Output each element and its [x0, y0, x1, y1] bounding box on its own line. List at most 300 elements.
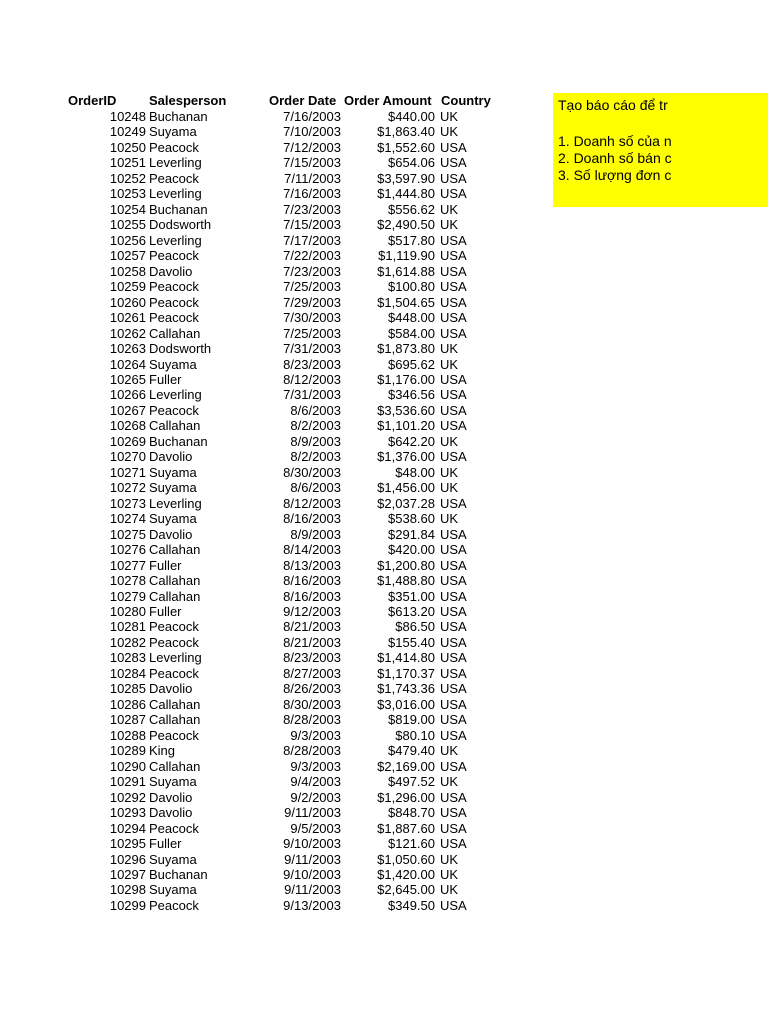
order-date-cell[interactable]: 8/23/2003 — [283, 356, 341, 372]
order-date-cell[interactable]: 8/30/2003 — [283, 464, 341, 480]
order-id-cell[interactable]: 10252 — [109, 170, 146, 186]
order-id-cell[interactable]: 10262 — [109, 325, 146, 341]
order-date-cell[interactable]: 8/9/2003 — [290, 433, 341, 449]
table-row — [0, 496, 540, 511]
table-row — [0, 573, 540, 588]
order-amount-cell[interactable]: $420.00 — [388, 542, 435, 558]
salesperson-cell[interactable]: Callahan — [149, 325, 201, 341]
order-amount-cell[interactable]: $517.80 — [388, 232, 435, 248]
salesperson-cell[interactable]: Fuller — [149, 836, 182, 852]
order-date-cell[interactable]: 8/2/2003 — [290, 418, 341, 434]
table-row — [0, 527, 540, 542]
table-row — [0, 124, 540, 139]
salesperson-cell[interactable]: Davolio — [149, 805, 193, 821]
table-row — [0, 341, 540, 356]
salesperson-cell[interactable]: Fuller — [149, 371, 182, 387]
salesperson-cell[interactable]: Buchanan — [149, 866, 208, 882]
salesperson-cell[interactable]: Suyama — [149, 356, 197, 372]
order-date-cell[interactable]: 7/10/2003 — [283, 124, 341, 140]
order-date-cell[interactable]: 7/31/2003 — [283, 387, 341, 403]
order-amount-cell[interactable]: $1,873.80 — [377, 341, 435, 357]
order-date-cell[interactable]: 9/12/2003 — [283, 604, 341, 619]
country-cell[interactable]: UK — [440, 774, 459, 790]
order-date-cell[interactable]: 9/10/2003 — [283, 866, 341, 882]
order-id-cell[interactable]: 10281 — [109, 619, 146, 635]
salesperson-cell[interactable]: Peacock — [149, 170, 199, 186]
order-date-cell[interactable]: 9/13/2003 — [283, 897, 341, 913]
order-date-cell[interactable]: 8/30/2003 — [283, 696, 341, 712]
order-id-cell[interactable]: 10260 — [109, 294, 146, 310]
country-cell[interactable]: USA — [440, 495, 467, 511]
country-cell[interactable]: USA — [440, 573, 467, 589]
order-id-cell[interactable]: 10268 — [109, 418, 146, 434]
country-cell[interactable]: USA — [440, 588, 467, 604]
salesperson-cell[interactable]: Callahan — [149, 758, 201, 774]
table-row — [0, 480, 540, 495]
order-amount-cell[interactable]: $1,743.36 — [377, 681, 435, 697]
salesperson-cell[interactable]: Fuller — [149, 604, 182, 619]
order-id-cell[interactable]: 10251 — [109, 155, 146, 171]
order-amount-cell[interactable]: $349.50 — [388, 897, 435, 913]
country-cell[interactable]: UK — [440, 201, 459, 217]
salesperson-cell[interactable]: King — [149, 743, 176, 759]
order-amount-cell[interactable]: $695.62 — [388, 356, 435, 372]
salesperson-cell[interactable]: Leverling — [149, 232, 202, 248]
country-cell[interactable]: USA — [440, 805, 467, 821]
order-amount-cell[interactable]: $291.84 — [388, 526, 435, 542]
order-date-cell[interactable]: 8/2/2003 — [290, 449, 341, 465]
order-id-cell[interactable]: 10277 — [109, 557, 146, 573]
order-id-cell[interactable]: 10269 — [109, 433, 146, 449]
order-id-cell[interactable]: 10278 — [109, 573, 146, 589]
order-id-cell[interactable]: 10254 — [109, 201, 146, 217]
order-date-cell[interactable]: 7/16/2003 — [283, 109, 341, 124]
order-date-cell[interactable]: 9/3/2003 — [290, 727, 341, 743]
order-amount-cell[interactable]: $100.80 — [388, 279, 435, 295]
salesperson-cell[interactable]: Leverling — [149, 650, 202, 666]
order-id-cell[interactable]: 10259 — [109, 279, 146, 295]
order-amount-cell[interactable]: $654.06 — [388, 155, 435, 171]
order-date-cell[interactable]: 9/10/2003 — [283, 836, 341, 852]
order-id-cell[interactable]: 10286 — [109, 696, 146, 712]
salesperson-cell[interactable]: Callahan — [149, 712, 201, 728]
country-cell[interactable]: USA — [440, 232, 467, 248]
salesperson-cell[interactable]: Dodsworth — [149, 341, 212, 357]
order-amount-cell[interactable]: $1,488.80 — [377, 573, 435, 589]
order-amount-cell[interactable]: $1,176.00 — [377, 371, 435, 387]
header-salesperson[interactable]: Salesperson — [149, 93, 227, 108]
order-amount-cell[interactable]: $346.56 — [388, 387, 435, 403]
order-amount-cell[interactable]: $2,037.28 — [377, 495, 435, 511]
salesperson-cell[interactable]: Peacock — [149, 897, 199, 913]
order-amount-cell[interactable]: $613.20 — [388, 604, 435, 619]
order-amount-cell[interactable]: $1,863.40 — [377, 124, 435, 140]
order-id-cell[interactable]: 10275 — [109, 526, 146, 542]
order-date-cell[interactable]: 9/3/2003 — [290, 758, 341, 774]
table-row — [0, 604, 540, 619]
country-cell[interactable]: USA — [440, 650, 467, 666]
order-amount-cell[interactable]: $642.20 — [388, 433, 435, 449]
order-amount-cell[interactable]: $584.00 — [388, 325, 435, 341]
country-cell[interactable]: USA — [440, 604, 467, 619]
country-cell[interactable]: USA — [440, 712, 467, 728]
salesperson-cell[interactable]: Suyama — [149, 774, 197, 790]
country-cell[interactable]: UK — [440, 480, 459, 496]
header-order-date[interactable]: Order Date — [269, 93, 337, 108]
order-date-cell[interactable]: 7/23/2003 — [283, 263, 341, 279]
table-row — [0, 558, 540, 573]
note-item: 3. Số lượng đơn c — [558, 167, 672, 183]
order-date-cell[interactable]: 8/27/2003 — [283, 665, 341, 681]
order-amount-cell[interactable]: $1,456.00 — [377, 480, 435, 496]
order-amount-cell[interactable]: $1,296.00 — [377, 789, 435, 805]
order-id-cell[interactable]: 10292 — [109, 789, 146, 805]
order-id-cell[interactable]: 10267 — [109, 402, 146, 418]
instruction-note[interactable] — [553, 93, 768, 207]
country-cell[interactable]: USA — [440, 836, 467, 852]
country-cell[interactable]: USA — [440, 897, 467, 913]
table-row — [0, 650, 540, 665]
salesperson-cell[interactable]: Callahan — [149, 588, 201, 604]
order-amount-cell[interactable]: $351.00 — [388, 588, 435, 604]
table-row — [0, 666, 540, 681]
order-amount-cell[interactable]: $819.00 — [388, 712, 435, 728]
order-id-cell[interactable]: 10299 — [109, 897, 146, 913]
country-cell[interactable]: USA — [440, 557, 467, 573]
salesperson-cell[interactable]: Peacock — [149, 820, 199, 836]
salesperson-cell[interactable]: Peacock — [149, 727, 199, 743]
country-cell[interactable]: UK — [440, 217, 459, 233]
country-cell[interactable]: UK — [440, 109, 459, 124]
country-cell[interactable]: USA — [440, 139, 467, 155]
table-row — [0, 295, 540, 310]
order-id-cell[interactable]: 10279 — [109, 588, 146, 604]
salesperson-cell[interactable]: Davolio — [149, 681, 193, 697]
order-id-cell[interactable]: 10288 — [109, 727, 146, 743]
order-amount-cell[interactable]: $2,490.50 — [377, 217, 435, 233]
order-date-cell[interactable]: 8/26/2003 — [283, 681, 341, 697]
table-row — [0, 202, 540, 217]
order-amount-cell[interactable]: $1,200.80 — [377, 557, 435, 573]
order-id-cell[interactable]: 10289 — [109, 743, 146, 759]
order-amount-cell[interactable]: $1,504.65 — [377, 294, 435, 310]
order-amount-cell[interactable]: $497.52 — [388, 774, 435, 790]
country-cell[interactable]: USA — [440, 681, 467, 697]
order-date-cell[interactable]: 8/13/2003 — [283, 557, 341, 573]
salesperson-cell[interactable]: Leverling — [149, 155, 202, 171]
order-date-cell[interactable]: 7/25/2003 — [283, 325, 341, 341]
country-cell[interactable]: USA — [440, 727, 467, 743]
order-id-cell[interactable]: 10280 — [109, 604, 146, 619]
country-cell[interactable]: USA — [440, 789, 467, 805]
country-cell[interactable]: USA — [440, 310, 467, 326]
order-id-cell[interactable]: 10250 — [109, 139, 146, 155]
order-amount-cell[interactable]: $3,016.00 — [377, 696, 435, 712]
order-amount-cell[interactable]: $2,169.00 — [377, 758, 435, 774]
order-id-cell[interactable]: 10261 — [109, 310, 146, 326]
order-date-cell[interactable]: 7/15/2003 — [283, 217, 341, 233]
order-id-cell[interactable]: 10296 — [109, 851, 146, 867]
header-order-amount[interactable]: Order Amount — [344, 93, 432, 108]
order-id-cell[interactable]: 10257 — [109, 248, 146, 264]
order-id-cell[interactable]: 10265 — [109, 371, 146, 387]
order-id-cell[interactable]: 10282 — [109, 634, 146, 650]
table-row — [0, 264, 540, 279]
header-order-id[interactable]: OrderID — [68, 93, 117, 108]
order-id-cell[interactable]: 10295 — [109, 836, 146, 852]
country-cell[interactable]: UK — [440, 356, 459, 372]
country-cell[interactable]: UK — [440, 851, 459, 867]
order-amount-cell[interactable]: $2,645.00 — [377, 882, 435, 898]
order-amount-cell[interactable]: $80.10 — [395, 727, 435, 743]
order-id-cell[interactable]: 10284 — [109, 665, 146, 681]
order-date-cell[interactable]: 8/16/2003 — [283, 588, 341, 604]
order-date-cell[interactable]: 8/6/2003 — [290, 480, 341, 496]
order-date-cell[interactable]: 8/28/2003 — [283, 743, 341, 759]
salesperson-cell[interactable]: Dodsworth — [149, 217, 212, 233]
table-row — [0, 728, 540, 743]
salesperson-cell[interactable]: Leverling — [149, 495, 202, 511]
order-amount-cell[interactable]: $86.50 — [395, 619, 435, 635]
order-id-cell[interactable]: 10248 — [109, 109, 146, 124]
country-cell[interactable]: USA — [440, 155, 467, 171]
order-id-cell[interactable]: 10274 — [109, 511, 146, 527]
salesperson-cell[interactable]: Buchanan — [149, 109, 208, 124]
table-row — [0, 743, 540, 758]
order-id-cell[interactable]: 10297 — [109, 866, 146, 882]
table-row — [0, 217, 540, 232]
country-cell[interactable]: USA — [440, 634, 467, 650]
order-id-cell[interactable]: 10285 — [109, 681, 146, 697]
order-id-cell[interactable]: 10264 — [109, 356, 146, 372]
country-cell[interactable]: USA — [440, 696, 467, 712]
salesperson-cell[interactable]: Peacock — [149, 279, 199, 295]
order-date-cell[interactable]: 7/11/2003 — [284, 170, 341, 186]
order-id-cell[interactable]: 10266 — [109, 387, 146, 403]
order-id-cell[interactable]: 10273 — [109, 495, 146, 511]
salesperson-cell[interactable]: Peacock — [149, 634, 199, 650]
salesperson-cell[interactable]: Suyama — [149, 851, 197, 867]
order-date-cell[interactable]: 7/16/2003 — [283, 186, 341, 202]
salesperson-cell[interactable]: Suyama — [149, 124, 197, 140]
salesperson-cell[interactable]: Suyama — [149, 882, 197, 898]
salesperson-cell[interactable]: Peacock — [149, 248, 199, 264]
order-id-cell[interactable]: 10256 — [109, 232, 146, 248]
country-cell[interactable]: USA — [440, 758, 467, 774]
order-date-cell[interactable]: 8/16/2003 — [283, 511, 341, 527]
country-cell[interactable]: USA — [440, 526, 467, 542]
salesperson-cell[interactable]: Leverling — [149, 387, 202, 403]
salesperson-cell[interactable]: Callahan — [149, 573, 201, 589]
order-amount-cell[interactable]: $1,887.60 — [377, 820, 435, 836]
table-row — [0, 140, 540, 155]
order-id-cell[interactable]: 10276 — [109, 542, 146, 558]
salesperson-cell[interactable]: Davolio — [149, 263, 193, 279]
order-amount-cell[interactable]: $848.70 — [388, 805, 435, 821]
country-cell[interactable]: USA — [440, 402, 467, 418]
country-cell[interactable]: USA — [440, 665, 467, 681]
salesperson-cell[interactable]: Suyama — [149, 480, 197, 496]
order-date-cell[interactable]: 9/11/2003 — [284, 882, 341, 898]
order-amount-cell[interactable]: $1,552.60 — [377, 139, 435, 155]
table-row — [0, 465, 540, 480]
order-amount-cell[interactable]: $440.00 — [388, 109, 435, 124]
table-row — [0, 712, 540, 727]
salesperson-cell[interactable]: Buchanan — [149, 201, 208, 217]
order-amount-cell[interactable]: $556.62 — [388, 201, 435, 217]
country-cell[interactable]: UK — [440, 882, 459, 898]
order-date-cell[interactable]: 7/23/2003 — [283, 201, 341, 217]
salesperson-cell[interactable]: Buchanan — [149, 433, 208, 449]
order-amount-cell[interactable]: $1,119.90 — [378, 248, 435, 264]
country-cell[interactable]: USA — [440, 371, 467, 387]
country-cell[interactable]: USA — [440, 170, 467, 186]
salesperson-cell[interactable]: Peacock — [149, 310, 199, 326]
order-amount-cell[interactable]: $3,536.60 — [377, 402, 435, 418]
order-id-cell[interactable]: 10253 — [109, 186, 146, 202]
table-row — [0, 418, 540, 433]
header-country[interactable]: Country — [441, 93, 491, 108]
salesperson-cell[interactable]: Peacock — [149, 402, 199, 418]
order-date-cell[interactable]: 7/29/2003 — [283, 294, 341, 310]
order-id-cell[interactable]: 10287 — [109, 712, 146, 728]
order-date-cell[interactable]: 7/12/2003 — [283, 139, 341, 155]
table-row — [0, 186, 540, 201]
order-date-cell[interactable]: 7/30/2003 — [283, 310, 341, 326]
order-date-cell[interactable]: 8/28/2003 — [283, 712, 341, 728]
order-date-cell[interactable]: 8/21/2003 — [283, 634, 341, 650]
country-cell[interactable]: UK — [440, 124, 459, 140]
table-row — [0, 109, 540, 124]
order-amount-cell[interactable]: $1,614.88 — [377, 263, 435, 279]
order-date-cell[interactable]: 7/31/2003 — [283, 341, 341, 357]
country-cell[interactable]: USA — [440, 263, 467, 279]
order-amount-cell[interactable]: $3,597.90 — [377, 170, 435, 186]
order-id-cell[interactable]: 10263 — [109, 341, 146, 357]
country-cell[interactable]: USA — [440, 449, 467, 465]
order-amount-cell[interactable]: $479.40 — [388, 743, 435, 759]
order-amount-cell[interactable]: $448.00 — [388, 310, 435, 326]
order-id-cell[interactable]: 10293 — [109, 805, 146, 821]
country-cell[interactable]: UK — [440, 866, 459, 882]
order-date-cell[interactable]: 8/23/2003 — [283, 650, 341, 666]
country-cell[interactable]: USA — [440, 186, 467, 202]
order-id-cell[interactable]: 10298 — [109, 882, 146, 898]
country-cell[interactable]: USA — [440, 279, 467, 295]
order-amount-cell[interactable]: $1,420.00 — [377, 866, 435, 882]
order-date-cell[interactable]: 7/15/2003 — [283, 155, 341, 171]
order-date-cell[interactable]: 9/11/2003 — [284, 851, 341, 867]
country-cell[interactable]: USA — [440, 387, 467, 403]
order-amount-cell[interactable]: $538.60 — [388, 511, 435, 527]
order-date-cell[interactable]: 8/14/2003 — [283, 542, 341, 558]
country-cell[interactable]: UK — [440, 341, 459, 357]
order-amount-cell[interactable]: $1,050.60 — [377, 851, 435, 867]
order-amount-cell[interactable]: $1,414.80 — [377, 650, 435, 666]
country-cell[interactable]: UK — [440, 464, 459, 480]
order-date-cell[interactable]: 8/9/2003 — [290, 526, 341, 542]
country-cell[interactable]: USA — [440, 542, 467, 558]
order-id-cell[interactable]: 10255 — [109, 217, 146, 233]
country-cell[interactable]: USA — [440, 820, 467, 836]
table-row — [0, 326, 540, 341]
order-date-cell[interactable]: 7/17/2003 — [283, 232, 341, 248]
salesperson-cell[interactable]: Peacock — [149, 619, 199, 635]
country-cell[interactable]: USA — [440, 418, 467, 434]
salesperson-cell[interactable]: Davolio — [149, 526, 193, 542]
order-date-cell[interactable]: 8/12/2003 — [283, 371, 341, 387]
order-date-cell[interactable]: 8/16/2003 — [283, 573, 341, 589]
order-date-cell[interactable]: 9/5/2003 — [290, 820, 341, 836]
salesperson-cell[interactable]: Davolio — [149, 449, 193, 465]
order-id-cell[interactable]: 10249 — [109, 124, 146, 140]
salesperson-cell[interactable]: Peacock — [149, 139, 199, 155]
country-cell[interactable]: UK — [440, 433, 459, 449]
order-amount-cell[interactable]: $1,170.37 — [377, 665, 435, 681]
order-date-cell[interactable]: 7/22/2003 — [283, 248, 341, 264]
order-id-cell[interactable]: 10258 — [109, 263, 146, 279]
country-cell[interactable]: USA — [440, 619, 467, 635]
order-amount-cell[interactable]: $1,376.00 — [377, 449, 435, 465]
salesperson-cell[interactable]: Peacock — [149, 665, 199, 681]
table-row — [0, 542, 540, 557]
country-cell[interactable]: USA — [440, 294, 467, 310]
country-cell[interactable]: UK — [440, 743, 459, 759]
order-amount-cell[interactable]: $48.00 — [395, 464, 435, 480]
order-amount-cell[interactable]: $121.60 — [388, 836, 435, 852]
order-date-cell[interactable]: 8/12/2003 — [283, 495, 341, 511]
order-id-cell[interactable]: 10270 — [109, 449, 146, 465]
order-amount-cell[interactable]: $155.40 — [388, 634, 435, 650]
order-id-cell[interactable]: 10291 — [109, 774, 146, 790]
order-date-cell[interactable]: 7/25/2003 — [283, 279, 341, 295]
salesperson-cell[interactable]: Leverling — [149, 186, 202, 202]
table-row — [0, 171, 540, 186]
salesperson-cell[interactable]: Suyama — [149, 464, 197, 480]
salesperson-cell[interactable]: Davolio — [149, 789, 193, 805]
order-amount-cell[interactable]: $1,444.80 — [377, 186, 435, 202]
order-id-cell[interactable]: 10283 — [109, 650, 146, 666]
table-row — [0, 248, 540, 263]
order-id-cell[interactable]: 10290 — [109, 758, 146, 774]
table-row — [0, 821, 540, 836]
table-row — [0, 619, 540, 634]
order-id-cell[interactable]: 10294 — [109, 820, 146, 836]
order-date-cell[interactable]: 8/6/2003 — [290, 402, 341, 418]
country-cell[interactable]: USA — [440, 248, 467, 264]
table-row — [0, 681, 540, 696]
table-row — [0, 434, 540, 449]
salesperson-cell[interactable]: Fuller — [149, 557, 182, 573]
table-row — [0, 867, 540, 882]
table-row — [0, 372, 540, 387]
salesperson-cell[interactable]: Suyama — [149, 511, 197, 527]
order-date-cell[interactable]: 8/21/2003 — [283, 619, 341, 635]
country-cell[interactable]: UK — [440, 511, 459, 527]
salesperson-cell[interactable]: Callahan — [149, 696, 201, 712]
order-date-cell[interactable]: 9/2/2003 — [290, 789, 341, 805]
salesperson-cell[interactable]: Callahan — [149, 542, 201, 558]
order-date-cell[interactable]: 9/4/2003 — [290, 774, 341, 790]
country-cell[interactable]: USA — [440, 325, 467, 341]
salesperson-cell[interactable]: Callahan — [149, 418, 201, 434]
salesperson-cell[interactable]: Peacock — [149, 294, 199, 310]
order-id-cell[interactable]: 10272 — [109, 480, 146, 496]
table-row — [0, 589, 540, 604]
order-id-cell[interactable]: 10271 — [109, 464, 146, 480]
order-amount-cell[interactable]: $1,101.20 — [377, 418, 435, 434]
order-date-cell[interactable]: 9/11/2003 — [284, 805, 341, 821]
